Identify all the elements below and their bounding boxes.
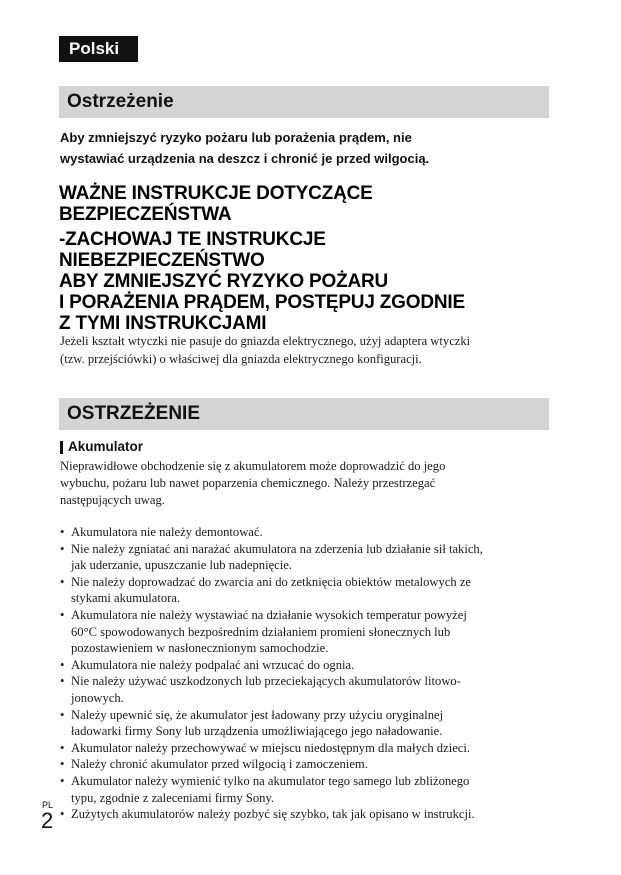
intro-line: wybuchu, pożaru lub nawet poparzenia chemicznego. Należy przestrzegać bbox=[60, 476, 436, 490]
list-item-line: • Nie należy zgniatać ani narażać akumulatora na zderzenia lub działanie sił takich, bbox=[71, 541, 483, 556]
instruction-line: ABY ZMNIEJSZYĆ RYZYKO POŻARU bbox=[59, 271, 389, 292]
list-item-line: • Akumulator należy wymienić tylko na akumulator tego samego lub zbliżonego bbox=[71, 773, 470, 788]
warning-line: wystawiać urządzenia na deszcz i chronić je przed wilgocią. bbox=[60, 151, 430, 166]
plug-adapter-note bbox=[60, 332, 550, 368]
section-heading-warning: Ostrzeżenie bbox=[59, 86, 549, 118]
list-item-line: • Akumulator należy przechowywać w miejscu niedostępnym dla małych dzieci. bbox=[71, 740, 471, 755]
list-item-line: typu, zgodnie z zaleceniami firmy Sony. bbox=[71, 790, 275, 805]
subheading-marker bbox=[60, 441, 63, 454]
list-item-line: 60°C spowodowanych bezpośrednim działaniem promieni słonecznych lub bbox=[71, 624, 451, 639]
instruction-line: I PORAŻENIA PRĄDEM, POSTĘPUJ ZGODNIE bbox=[59, 292, 465, 313]
list-item-line: • Akumulatora nie należy demontować. bbox=[71, 525, 263, 539]
list-item-line: • Akumulatora nie należy podpalać ani wrzucać do ognia. bbox=[71, 657, 355, 672]
list-item-line: stykami akumulatora. bbox=[71, 591, 181, 606]
battery-subheading-label: Akumulator bbox=[68, 439, 144, 454]
list-item-line: • Akumulatora nie należy wystawiać na działanie wysokich temperatur powyżej bbox=[71, 607, 467, 622]
page-language-code: PL bbox=[42, 800, 54, 810]
instruction-line: Z TYMI INSTRUKCJAMI bbox=[59, 313, 267, 334]
section-heading-caution: OSTRZEŻENIE bbox=[59, 398, 549, 430]
list-item-line: • Zużytych akumulatorów należy pozbyć się szybko, tak jak opisano w instrukcji. bbox=[71, 807, 475, 822]
battery-subheading bbox=[60, 438, 143, 456]
list-item bbox=[60, 541, 550, 574]
list-item-line: jak uderzanie, upuszczanie lub nadepnięcie. bbox=[71, 558, 292, 573]
list-item bbox=[60, 673, 550, 706]
list-item bbox=[60, 773, 550, 806]
instruction-line: -ZACHOWAJ TE INSTRUKCJE bbox=[59, 229, 326, 250]
list-item-line: • Należy upewnić się, że akumulator jest ładowany przy użyciu oryginalnej bbox=[71, 707, 444, 722]
warning-line: Aby zmniejszyć ryzyko pożaru lub porażenia prądem, nie bbox=[60, 130, 412, 145]
fire-shock-warning bbox=[60, 127, 548, 169]
list-item bbox=[60, 756, 550, 773]
list-item bbox=[60, 657, 550, 674]
instruction-line: BEZPIECZEŃSTWA bbox=[59, 204, 232, 225]
instruction-line: WAŻNE INSTRUKCJE DOTYCZĄCE bbox=[59, 183, 373, 204]
intro-line: następujących uwag. bbox=[60, 493, 165, 507]
list-item bbox=[60, 806, 550, 823]
plug-line: (tzw. przejściówki) o właściwej dla gniazda elektrycznego konfiguracji. bbox=[60, 352, 422, 366]
list-item-line: jonowych. bbox=[71, 690, 124, 705]
list-item bbox=[60, 524, 550, 541]
plug-line: Jeżeli kształt wtyczki nie pasuje do gniazda elektrycznego, użyj adaptera wtyczki bbox=[60, 334, 471, 348]
page-number: 2 bbox=[41, 808, 54, 833]
list-item-line: ładowarki firmy Sony lub urządzenia umożliwiającego jego naładowanie. bbox=[71, 724, 443, 739]
list-item-line: • Należy chronić akumulator przed wilgocią i zamoczeniem. bbox=[71, 757, 368, 772]
language-tab: Polski bbox=[59, 36, 138, 62]
list-item-line: • Nie należy doprowadzać do zwarcia ani do zetknięcia obiektów metalowych ze bbox=[71, 574, 472, 589]
list-item bbox=[60, 707, 550, 740]
list-item bbox=[60, 607, 550, 657]
battery-intro bbox=[60, 458, 530, 509]
list-item-line: • Nie należy używać uszkodzonych lub przeciekających akumulatorów litowo- bbox=[71, 674, 461, 689]
intro-line: Nieprawidłowe obchodzenie się z akumulatorem może doprowadzić do jego bbox=[60, 459, 446, 473]
instruction-line: NIEBEZPIECZEŃSTWO bbox=[59, 250, 265, 271]
battery-warnings-list bbox=[60, 524, 550, 823]
list-item-line: pozostawieniem w nasłonecznionym samochodzie. bbox=[71, 641, 329, 656]
list-item bbox=[60, 574, 550, 607]
safety-instructions-block bbox=[59, 183, 554, 334]
list-item bbox=[60, 740, 550, 757]
